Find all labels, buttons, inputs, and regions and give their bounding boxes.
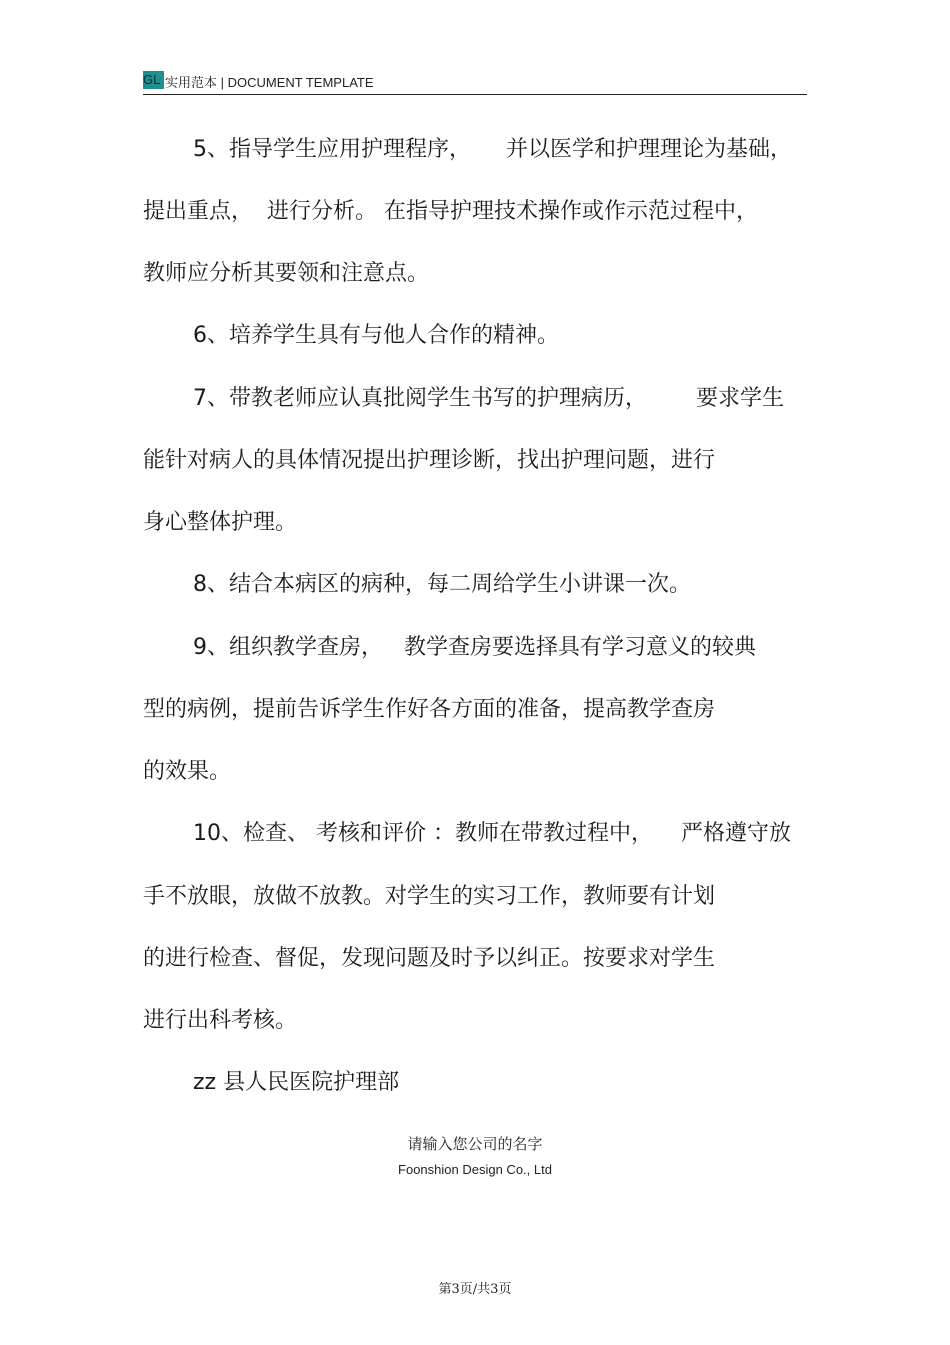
body-line: 教师应分析其要领和注意点。 (143, 261, 430, 286)
body-line: 8、结合本病区的病种，每二周给学生小讲课一次。 (193, 572, 691, 597)
body-line: 9、组织教学查房， 教学查房要选择具有学习意义的较典 (193, 635, 756, 660)
footer-company-name: 请输入您公司的名字 (407, 1135, 543, 1153)
body-line: 的效果。 (143, 759, 232, 784)
footer-company-en: Foonshion Design Co., Ltd (398, 1162, 552, 1177)
logo-badge: GL (143, 71, 164, 89)
body-line: 手不放眼，放做不放教。对学生的实习工作，教师要有计划 (143, 884, 716, 909)
body-line: 型的病例，提前告诉学生作好各方面的准备，提高教学查房 (143, 697, 716, 722)
signature-line: zz 县人民医院护理部 (193, 1070, 400, 1095)
body-line: 的进行检查、督促，发现问题及时予以纠正。按要求对学生 (143, 946, 716, 971)
body-line: 能针对病人的具体情况提出护理诊断，找出护理问题，进行 (143, 448, 716, 473)
body-line: 6、培养学生具有与他人合作的精神。 (193, 323, 559, 348)
body-line: 身心整体护理。 (143, 510, 298, 535)
body-line: 进行出科考核。 (143, 1008, 298, 1033)
body-line: 7、带教老师应认真批阅学生书写的护理病历， 要求学生 (193, 386, 784, 411)
body-line: 5、指导学生应用护理程序， 并以医学和护理理论为基础， (193, 137, 792, 162)
document-header (143, 70, 807, 95)
page-number: 第3页/共3页 (438, 1282, 512, 1297)
header-title: 实用范本 | DOCUMENT TEMPLATE (165, 75, 374, 90)
body-line: 提出重点， 进行分析。 在指导护理技术操作或作示范过程中， (143, 199, 758, 224)
body-line: 10、检查、 考核和评价 ：教师在带教过程中， 严格遵守放 (193, 821, 791, 846)
